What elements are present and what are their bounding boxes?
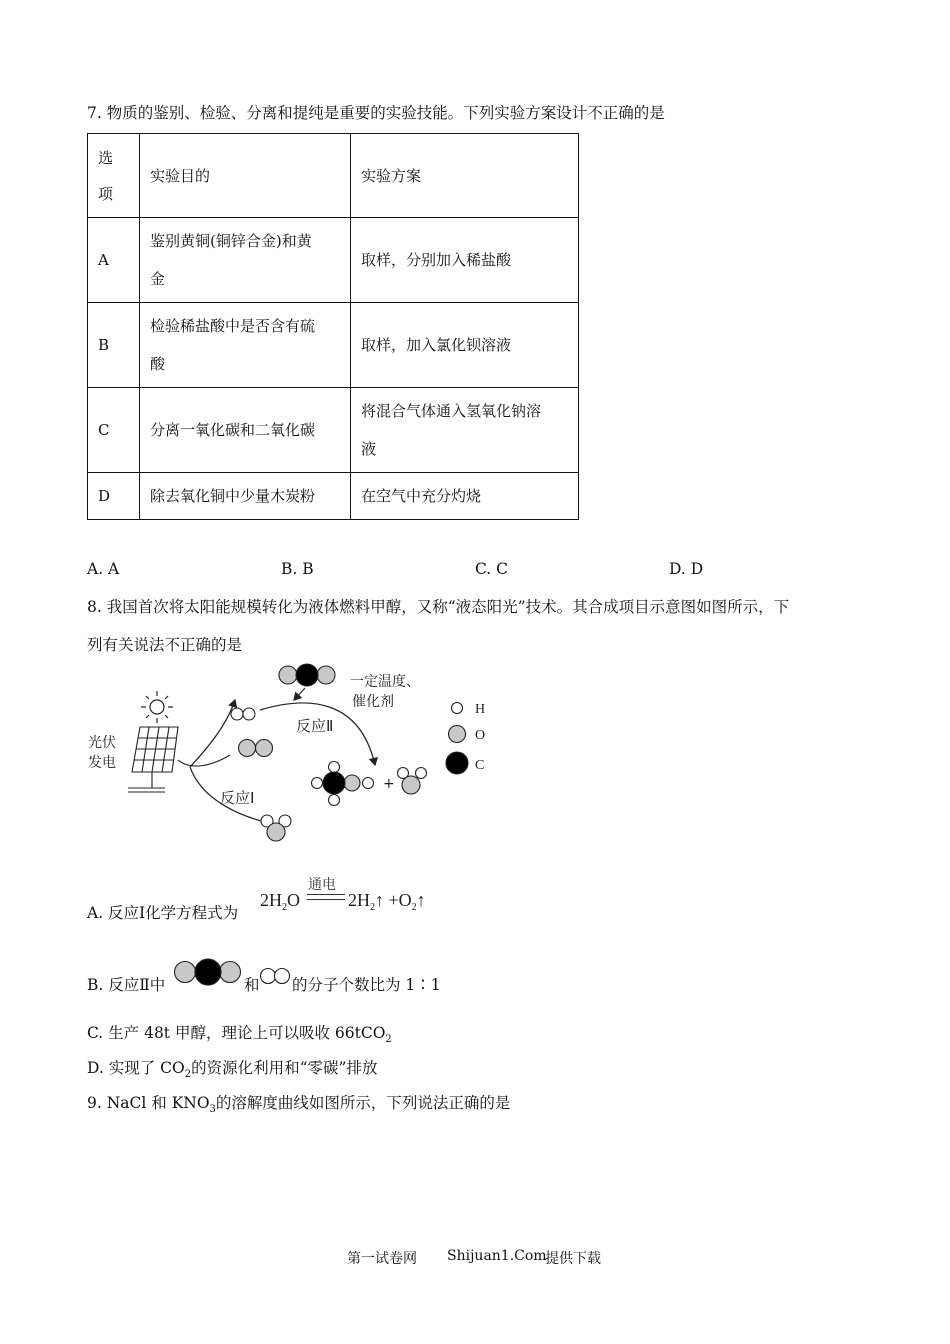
q7-choice-b: B. B bbox=[281, 560, 314, 578]
solar-panel-icon bbox=[128, 727, 178, 792]
purpose-line: 鉴别黄铜(铜锌合金)和黄 bbox=[150, 232, 312, 250]
purpose-line: 酸 bbox=[150, 355, 166, 373]
eq-double-line bbox=[307, 894, 345, 900]
option-d-text: D. 实现了 CO bbox=[87, 1059, 185, 1077]
legend-c-label: C bbox=[475, 758, 485, 773]
sun-icon bbox=[141, 691, 173, 723]
q8-option-c bbox=[87, 1021, 392, 1045]
q8-stem-line1: 8. 我国首次将太阳能规模转化为液体燃料甲醇，又称“液态阳光”技术。其合成项目示意图如图所示，下 bbox=[87, 598, 790, 616]
purpose-line: 检验稀盐酸中是否含有硫 bbox=[150, 317, 316, 335]
q7-choice-c: C. C bbox=[475, 560, 509, 578]
o2-molecule bbox=[239, 740, 273, 757]
row-option: B bbox=[88, 303, 140, 388]
legend-h-label: H bbox=[475, 702, 486, 717]
h2o-product-molecule bbox=[398, 768, 427, 795]
pv-label-2: 发电 bbox=[88, 755, 116, 771]
table-header-row bbox=[88, 134, 579, 218]
option-d-text: 的资源化利用和“零碳”排放 bbox=[191, 1059, 378, 1077]
q8-option-b-mid: 和 bbox=[244, 976, 260, 994]
q7-choice-a: A. A bbox=[87, 560, 120, 578]
row-plan: 取样，分别加入稀盐酸 bbox=[351, 218, 579, 303]
option-c-subscript: 2 bbox=[385, 1034, 392, 1045]
legend-o-swatch bbox=[449, 726, 466, 743]
table-row bbox=[88, 473, 579, 520]
eq-term: +O bbox=[388, 890, 412, 910]
eq-arrow: ↑ bbox=[375, 890, 384, 910]
row-purpose: 分离一氧化碳和二氧化碳 bbox=[140, 388, 351, 473]
row-purpose: 除去氧化铜中少量木炭粉 bbox=[140, 473, 351, 520]
q8-option-b-prefix: B. 反应Ⅱ中 bbox=[87, 976, 166, 994]
row-plan: 在空气中充分灼烧 bbox=[351, 473, 579, 520]
eq-subscript: 2 bbox=[411, 902, 417, 913]
eq-subscript: 2 bbox=[370, 902, 375, 913]
legend bbox=[446, 702, 485, 774]
h2-molecule bbox=[231, 708, 255, 720]
header-option bbox=[88, 134, 140, 218]
q9-stem bbox=[87, 1091, 510, 1115]
q8-stem-line2: 列有关说法不正确的是 bbox=[87, 636, 243, 654]
co2-inline-molecule bbox=[172, 957, 244, 987]
q8-option-d bbox=[87, 1056, 377, 1080]
h2o-molecule bbox=[261, 815, 291, 841]
table-row bbox=[88, 218, 579, 303]
option-d-subscript: 2 bbox=[184, 1069, 192, 1080]
h2-inline-molecule bbox=[259, 966, 293, 986]
methanol-molecule bbox=[312, 762, 374, 806]
q7-options-table bbox=[87, 133, 579, 520]
q8-option-a-prefix: A. 反应Ⅰ化学方程式为 bbox=[87, 904, 239, 922]
row-plan bbox=[351, 388, 579, 473]
row-option: D bbox=[88, 473, 140, 520]
row-option: C bbox=[88, 388, 140, 473]
pv-label-1: 光伏 bbox=[88, 735, 116, 751]
row-option: A bbox=[88, 218, 140, 303]
eq-arrow: ↑ bbox=[416, 890, 426, 910]
condition-label-1: 一定温度、 bbox=[350, 674, 420, 690]
purpose-line: 金 bbox=[150, 270, 166, 288]
header-option-line2: 项 bbox=[98, 184, 114, 203]
q8-option-b-suffix: 的分子个数比为 1∶1 bbox=[292, 976, 441, 994]
plan-line: 将混合气体通入氢氧化钠溶 bbox=[361, 402, 542, 420]
q7-choice-d: D. D bbox=[669, 560, 704, 578]
eq-term: 2H bbox=[348, 890, 370, 910]
footer-site: 第一试卷网 bbox=[347, 1251, 417, 1267]
q8-option-a-products bbox=[348, 890, 426, 913]
table-row bbox=[88, 388, 579, 473]
footer-note: 提供下载 bbox=[545, 1251, 601, 1267]
legend-c-swatch bbox=[446, 752, 468, 774]
table-row bbox=[88, 303, 579, 388]
plan-line: 液 bbox=[361, 440, 377, 458]
reaction1-label: 反应Ⅰ bbox=[220, 789, 255, 807]
header-purpose: 实验目的 bbox=[140, 134, 351, 218]
methanol-synthesis-diagram bbox=[80, 655, 510, 850]
wire-line bbox=[178, 755, 230, 766]
q7-stem: 7. 物质的鉴别、检验、分离和提纯是重要的实验技能。下列实验方案设计不正确的是 bbox=[87, 104, 665, 122]
row-plan: 取样，加入氯化钡溶液 bbox=[351, 303, 579, 388]
q9-subscript: 3 bbox=[209, 1104, 216, 1115]
eq-term: 2H bbox=[260, 890, 282, 910]
co2-molecule bbox=[279, 664, 335, 686]
option-c-text: C. 生产 48t 甲醇，理论上可以吸收 66tCO bbox=[87, 1024, 386, 1042]
legend-h-swatch bbox=[452, 703, 463, 714]
eq-subscript: 2 bbox=[282, 902, 287, 913]
header-plan: 实验方案 bbox=[351, 134, 579, 218]
condition-label-2: 催化剂 bbox=[352, 694, 394, 710]
eq-condition: 通电 bbox=[308, 877, 336, 893]
header-option-line1: 选 bbox=[98, 148, 114, 167]
q9-text: 的溶解度曲线如图所示，下列说法正确的是 bbox=[215, 1094, 511, 1112]
row-purpose bbox=[140, 303, 351, 388]
legend-o-label: O bbox=[475, 728, 486, 743]
co2-input-arrow bbox=[294, 688, 305, 700]
row-purpose bbox=[140, 218, 351, 303]
reaction1-up-arrow bbox=[190, 700, 235, 767]
q9-text: 9. NaCl 和 KNO bbox=[87, 1094, 210, 1112]
reaction2-label: 反应Ⅱ bbox=[296, 717, 334, 735]
eq-term: O bbox=[287, 890, 300, 910]
plus-sign: + bbox=[383, 776, 395, 792]
q8-option-a-equation bbox=[260, 890, 300, 913]
footer-domain: Shijuan1.Com bbox=[447, 1248, 547, 1264]
